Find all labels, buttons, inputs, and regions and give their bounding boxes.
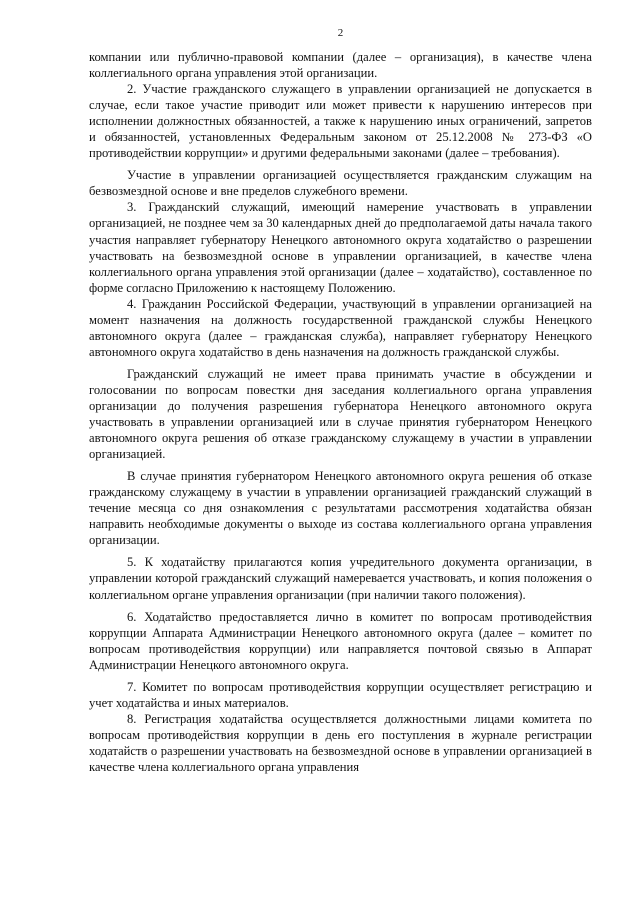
paragraph-item-4: 4. Гражданин Российской Федерации, участвующий в управлении организацией на момент назначения на должность государственной гражданской службы Ненецкого автономного округа (далее – гражданская служба), направляет губернатору Ненецкого автономного округа ходатайство в день назначения на должность гражданской службы. (89, 296, 592, 359)
paragraph-participation: Участие в управлении организацией осуществляется гражданским служащим на безвозмездной основе и вне пределов служебного времени. (89, 168, 592, 199)
paragraph-continuation: компании или публично-правовой компании (далее – организация), в качестве члена коллегиального органа управления этой организации. (89, 50, 592, 81)
paragraph-item-3: 3. Гражданский служащий, имеющий намерение участвовать в управлении организацией, не позднее чем за 30 календарных дней до предполагаемой даты начала такого участия направляет губернатору Ненецкого автономного округа ходатайство о разрешении участвовать на безвозмездной основе в управлении организацией, в качестве члена коллегиального органа управления этой организации (далее – ходатайство), составленное по форме согласно Приложению к настоящему Положению. (89, 200, 592, 295)
paragraph-item-2: 2. Участие гражданского служащего в управлении организацией не допускается в случае, если такое участие приводит или может привести к нарушению интересов при исполнении должностных обязанностей, а также к нарушению иных ограничений, запретов и обязанностей, установленных Федеральным законом от 25.12.2008 № 273-ФЗ «О противодействии коррупции» и другими федеральными законами (далее – требования). (89, 82, 592, 161)
document-page (89, 27, 592, 775)
paragraph-item-5: 5. К ходатайству прилагаются копия учредительного документа организации, в управлении которой гражданский служащий намеревается участвовать, и копия положения о коллегиальном органе управления организации (при наличии такого положения). (89, 555, 592, 602)
paragraph-item-8: 8. Регистрация ходатайства осуществляется должностными лицами комитета по вопросам противодействия коррупции в день его поступления в журнале регистрации ходатайств о разрешении участвовать на безвозмездной основе в управлении организацией в качестве члена коллегиального органа управления (89, 711, 592, 774)
paragraph-item-7: 7. Комитет по вопросам противодействия коррупции осуществляет регистрацию и учет ходатайства и иных материалов. (89, 679, 592, 710)
page-number: 2 (337, 27, 344, 39)
paragraph-no-voting: Гражданский служащий не имеет права принимать участие в обсуждении и голосовании по вопросам повестки дня заседания коллегиального органа управления организации до получения разрешения губернатора Ненецкого автономного округа участвовать в управлении организацией или в случае принятия губернатором Ненецкого автономного округа решения об отказе гражданскому служащему в участии в управлении организацией. (89, 366, 592, 462)
paragraph-refusal: В случае принятия губернатором Ненецкого автономного округа решения об отказе гражданскому служащему в участии в управлении организацией гражданский служащий в течение месяца со дня ознакомления с результатами рассмотрения ходатайства обязан направить необходимые документы о выходе из состава коллегиального органа управления организации. (89, 469, 592, 548)
paragraph-item-6: 6. Ходатайство предоставляется лично в комитет по вопросам противодействия коррупции Аппарата Администрации Ненецкого автономного округа (далее – комитет по вопросам противодействия коррупции) или направляется почтовой связью в Аппарат Администрации Ненецкого автономного округа. (89, 609, 592, 672)
document-body (89, 49, 592, 775)
